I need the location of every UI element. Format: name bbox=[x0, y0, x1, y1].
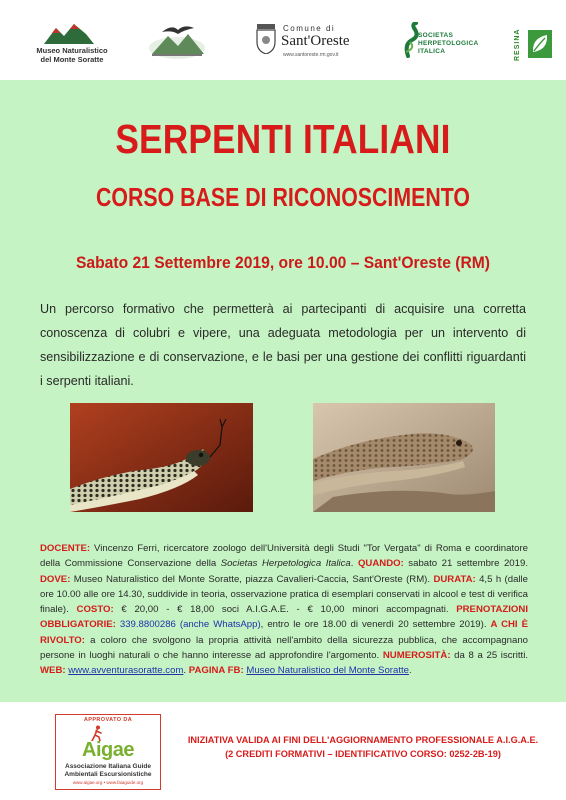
comune-logo-line2: Sant'Oreste bbox=[281, 33, 350, 49]
aigae-approved-label: APPROVATO DA bbox=[83, 717, 133, 723]
logo-header bbox=[0, 0, 566, 80]
prenotazioni-label: PRENOTAZIONI OBBLIGATORIE: bbox=[40, 604, 528, 631]
comune-sant-oreste-logo bbox=[255, 22, 375, 66]
footer-note-line1: INIZIATIVA VALIDA AI FINI DELL'AGGIORNAMENTO PROFESSIONALE A.I.G.A.E. bbox=[187, 735, 539, 745]
numerosita-text: da 8 a 25 iscritti. bbox=[450, 650, 528, 662]
aigae-brand: Aigae bbox=[82, 739, 134, 761]
quando-text: sabato 21 settembre 2019. bbox=[403, 558, 528, 570]
durata-label: DURATA: bbox=[433, 573, 476, 585]
docente-text-end: . bbox=[350, 558, 358, 570]
event-date-line: Sabato 21 Settembre 2019, ore 10.00 – Sant'Oreste (RM) bbox=[75, 253, 491, 272]
intro-paragraph: Un percorso formativo che permetterà ai partecipanti di acquisire una corretta conoscenza di colubri e vipere, una adeguata metodologia per un intervento di sensibilizzazione e di conservazione, e le basi per una gestione dei conflitti riguardanti i serpenti italiani. bbox=[40, 302, 526, 388]
crest-icon bbox=[255, 24, 277, 54]
numerosita-label: NUMEROSITÀ: bbox=[382, 650, 451, 662]
bird-mountain-icon bbox=[148, 22, 206, 60]
comune-logo-line1: Comune di bbox=[283, 24, 336, 33]
web-label: WEB: bbox=[40, 665, 66, 677]
dove-text: Museo Naturalistico del Monte Soratte, piazza Cavalieri-Caccia, Sant'Oreste (RM). bbox=[70, 573, 434, 585]
costo-text: € 20,00 - € 18,00 soci A.I.G.A.E. - € 10,00 minori accompagnati. bbox=[113, 604, 457, 616]
grass-snake-photo bbox=[70, 403, 253, 512]
facebook-page-link[interactable]: Museo Naturalistico del Monte Soratte bbox=[246, 665, 409, 677]
website-link[interactable]: www.avventurasoratte.com bbox=[68, 665, 184, 677]
museo-logo-line1: Museo Naturalistico bbox=[36, 46, 108, 55]
facebook-end: . bbox=[408, 665, 412, 677]
footer-note bbox=[168, 733, 558, 761]
quando-label: QUANDO: bbox=[357, 558, 404, 570]
societas-herpetologica-logo bbox=[402, 22, 494, 62]
page-subtitle: CORSO BASE DI RICONOSCIMENTO bbox=[96, 182, 470, 212]
societas-logo-line3: ITALICA bbox=[418, 48, 446, 55]
docente-label: DOCENTE: bbox=[40, 543, 91, 554]
aigae-line1: Associazione Italiana Guide bbox=[65, 763, 151, 770]
aigae-line2: Ambientali Escursionistiche bbox=[64, 771, 152, 778]
societas-logo-line1: SOCIETAS bbox=[418, 32, 454, 39]
comune-logo-line3: www.santoreste.rm.gov.it bbox=[283, 52, 339, 58]
prenotazioni-text: , entro le ore 18.00 di venerdì 20 settembre 2019). bbox=[260, 619, 491, 631]
a-chi-e-rivolto-text: a coloro che svolgono la propria attività nell'ambito della sicurezza pubblica, che accompagnano persone in luoghi naturali o che hanno interesse ad approfondire l'argomento. bbox=[40, 634, 528, 662]
page-title: SERPENTI ITALIANI bbox=[115, 116, 451, 162]
a-chi-e-rivolto-label: A CHI È RIVOLTO: bbox=[40, 619, 528, 646]
footer-note-line2: (2 CREDITI FORMATIVI – IDENTIFICATIVO CORSO: 0252-2B-19) bbox=[225, 749, 501, 759]
dove-label: DOVE: bbox=[40, 573, 71, 585]
museo-logo-line2: del Monte Soratte bbox=[40, 55, 104, 64]
docente-society: Societas Herpetologica Italica bbox=[220, 558, 351, 570]
aigae-approval-logo bbox=[55, 714, 161, 790]
web-separator: . bbox=[183, 665, 189, 677]
facebook-label: PAGINA FB: bbox=[188, 665, 244, 677]
event-details bbox=[40, 541, 528, 679]
aigae-websites: www.aigae.org • www.faiaguide.org bbox=[72, 780, 144, 785]
museo-naturalistico-logo bbox=[22, 22, 112, 68]
prenotazioni-phone[interactable]: 339.8800286 (anche WhatsApp) bbox=[115, 619, 261, 631]
viper-photo bbox=[313, 403, 495, 512]
bird-logo bbox=[148, 22, 206, 60]
costo-label: COSTO: bbox=[76, 604, 114, 616]
mountains-icon bbox=[44, 22, 94, 44]
resina-logo bbox=[512, 18, 554, 72]
durata-text: 4,5 h (dalle ore 10.00 alle ore 14.30, suddivide in teoria, osservazione pratica di esemplari conservati in alcool e test di verifica finale). bbox=[40, 573, 529, 616]
leaf-icon bbox=[528, 30, 552, 58]
societas-logo-line2: HERPETOLOGICA bbox=[418, 40, 479, 47]
docente-text: Vincenzo Ferri, ricercatore zoologo dell'Università degli Studi "Tor Vergata" di Roma e coordinatore della Commissione Conservazione della bbox=[40, 543, 528, 570]
resina-logo-text: RESINA bbox=[514, 28, 521, 62]
